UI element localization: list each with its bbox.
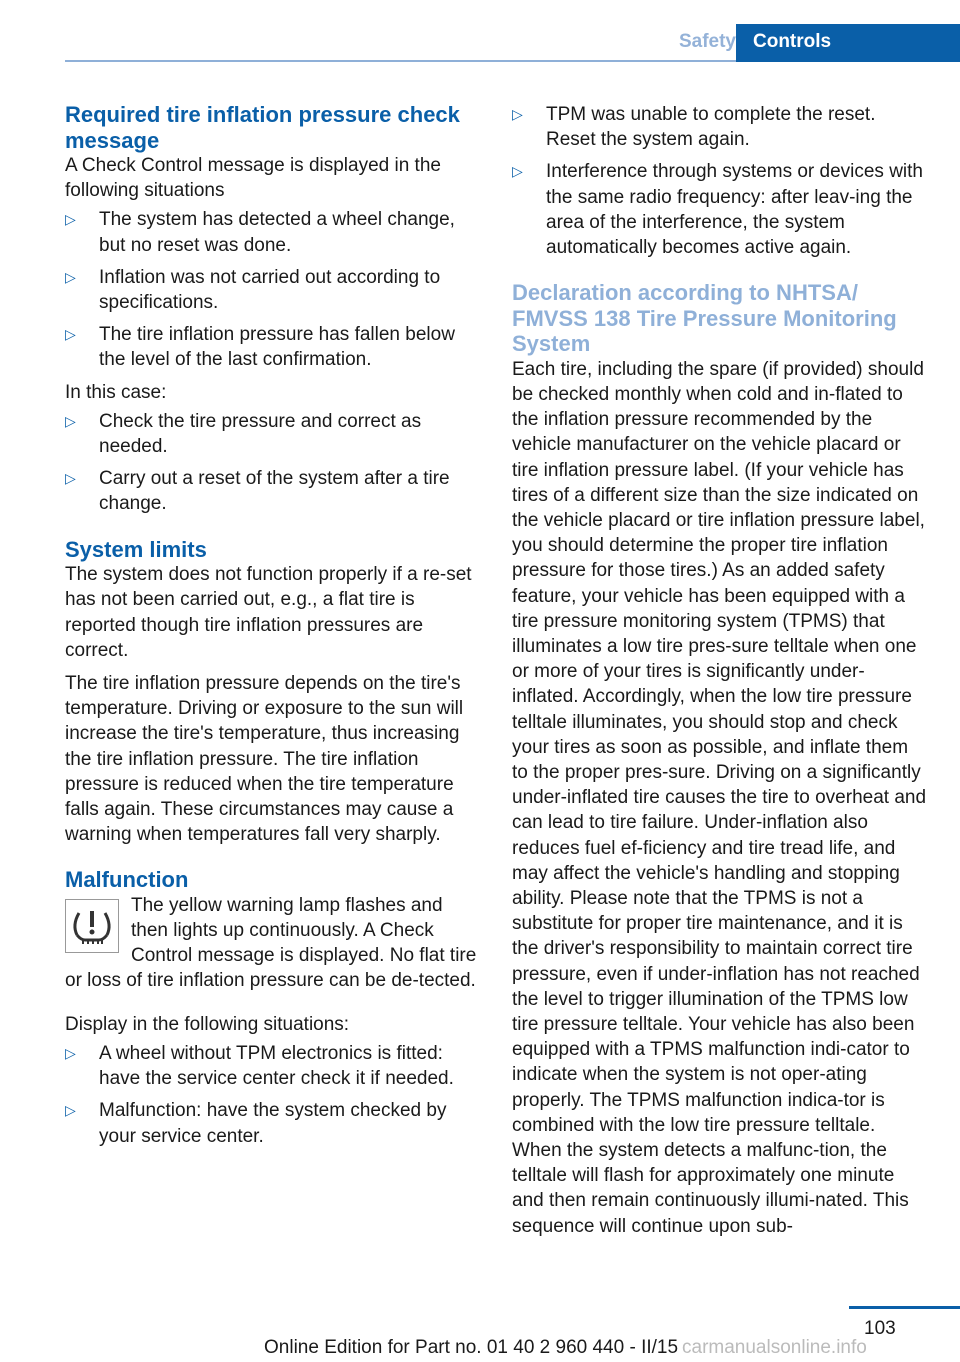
bullet-list	[512, 102, 928, 260]
list-item	[65, 466, 477, 516]
watermark: carmanualsonline.info	[682, 1337, 867, 1358]
list-item	[65, 409, 477, 459]
malfunction-block	[65, 893, 477, 994]
footer-divider	[849, 1306, 960, 1309]
heading-system-limits: System limits	[65, 536, 207, 562]
edition-text: Online Edition for Part no. 01 40 2 960 440 - II/15	[264, 1337, 679, 1358]
triangle-bullet-icon: ▷	[512, 106, 523, 122]
list-item-text: The tire inflation pressure has fallen below the level of the last confirmation.	[99, 324, 455, 371]
heading-required-tire-pressure: Required tire inflation pressure check message	[65, 102, 460, 153]
list-item-text: TPM was unable to complete the reset. Reset the system again.	[546, 104, 876, 151]
list-item-text: Inflation was not carried out according to specifications.	[99, 266, 441, 314]
list-item	[65, 207, 477, 257]
triangle-bullet-icon: ▷	[65, 268, 76, 285]
list-item	[65, 322, 477, 372]
triangle-bullet-icon: ▷	[65, 1102, 76, 1119]
list-item-text: Interference through systems or devices with the same radio frequency: after leav-ing the area of the interference, the system automatically becomes active again.	[546, 161, 924, 259]
triangle-bullet-icon: ▷	[65, 470, 76, 487]
paragraph: The yellow warning lamp flashes and then lights up continuously. A Check Control message is displayed. No flat tire or loss of tire inflation pressure can be de-tected.	[65, 894, 477, 992]
heading-malfunction: Malfunction	[65, 867, 189, 893]
list-item-text: Carry out a reset of the system after a tire change.	[99, 468, 450, 515]
list-item-text: Check the tire pressure and correct as needed.	[99, 410, 422, 458]
left-column	[65, 102, 477, 1156]
triangle-bullet-icon: ▷	[65, 412, 76, 429]
tab-controls[interactable]: Controls	[736, 24, 960, 62]
paragraph: A Check Control message is displayed in the following situations	[65, 155, 441, 202]
paragraph: In this case:	[65, 381, 167, 403]
triangle-bullet-icon: ▷	[65, 211, 76, 228]
page-header	[0, 0, 960, 62]
list-item-text: The system has detected a wheel change, but no reset was done.	[99, 209, 455, 256]
list-item	[65, 1098, 477, 1148]
page-number: 103	[864, 1318, 896, 1339]
list-item-text: Malfunction: have the system checked by your service center.	[99, 1100, 447, 1147]
list-item	[65, 265, 477, 315]
list-item	[512, 102, 928, 152]
paragraph: The system does not function properly if a re-set has not been carried out, e.g., a flat tire is reported though tire inflation pressures are correct.	[65, 564, 472, 661]
paragraph: The tire inflation pressure depends on the tire's temperature. Driving or exposure to the sun will increase the tire's temperature, thus increasing the tire inflation pressure. The tire inflation pressure is reduced when the tire temperature falls again. These circumstances may cause a warning when temperatures fall very sharply.	[65, 672, 464, 846]
list-item-text: A wheel without TPM electronics is fitted: have the service center check it if needed.	[99, 1042, 454, 1090]
triangle-bullet-icon: ▷	[65, 326, 76, 343]
tab-safety[interactable]: Safety	[678, 31, 736, 52]
tire-pressure-warning-icon	[65, 899, 119, 953]
heading-nhtsa-declaration: Declaration according to NHTSA/ FMVSS 138 Tire Pressure Monitoring System	[512, 280, 897, 357]
right-column	[512, 102, 928, 1239]
list-item	[65, 1041, 477, 1091]
paragraph: Display in the following situations:	[65, 1013, 350, 1035]
triangle-bullet-icon: ▷	[65, 1044, 76, 1061]
header-divider	[65, 60, 737, 62]
bullet-list	[65, 409, 477, 517]
bullet-list	[65, 1041, 477, 1149]
triangle-bullet-icon: ▷	[512, 163, 523, 180]
paragraph: Each tire, including the spare (if provided) should be checked monthly when cold and in-flated to the inflation pressure recommended by the vehicle manufacturer on the vehicle placard or tire inflation pressure label. (If your vehicle has tires of a different size than the size indicated on the vehicle placard or tire inflation pressure label, you should determine the proper tire inflation pressure for those tires.) As an added safety feature, your vehicle has been equipped with a tire pressure monitoring system (TPMS) that illuminates a low tire pres-sure telltale when one or more of your tires is significantly under-inflated. Accordingly, when the low tire pressure telltale illuminates, you should stop and check your tires as soon as possible, and inflate them to the proper pres-sure. Driving on a significantly under-inflated tire causes the tire to overheat and can lead to tire failure. Under-inflation also reduces fuel ef-ficiency and tire tread life, and may affect the vehicle's handling and stopping ability. Please note that the TPMS is not a substitute for proper tire maintenance, and it is the driver's responsibility to maintain correct tire pressure, even if under-inflation has not reached the level to trigger illumination of the TPMS low tire pressure telltale. Your vehicle has also been equipped with a TPMS malfunction indi-cator to indicate when the system is not oper-ating properly. The TPMS malfunction indica-tor is combined with the low tire pressure telltale. When the system detects a malfunc-tion, the telltale will flash for approximately one minute and then remain continuously illumi-nated. This sequence will continue upon sub-	[512, 358, 927, 1237]
list-item	[512, 159, 928, 260]
bullet-list	[65, 207, 477, 372]
